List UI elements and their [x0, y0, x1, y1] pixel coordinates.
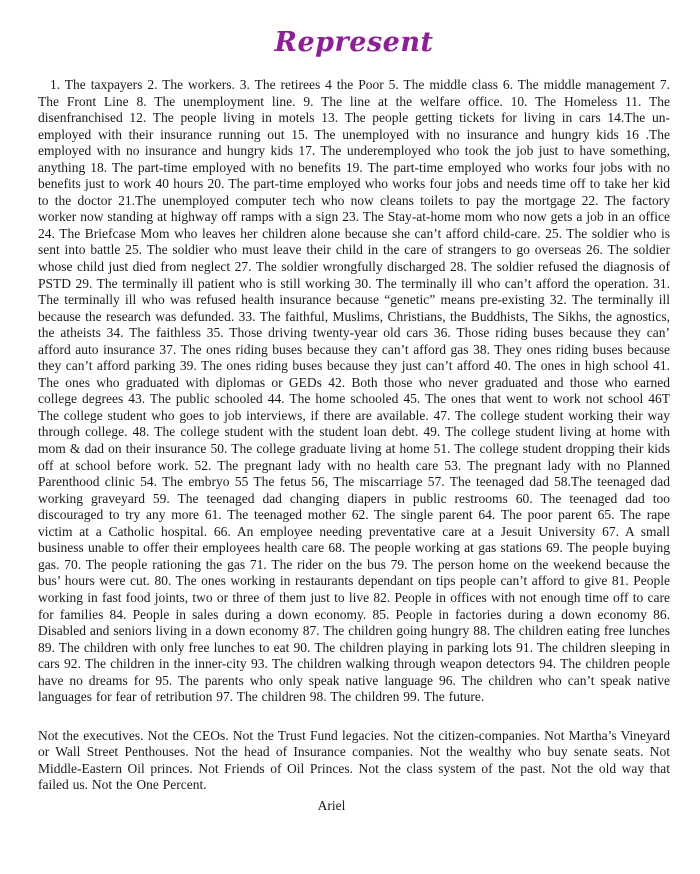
document-title: Represent: [274, 27, 434, 58]
represent-list-paragraph: 1. The taxpayers 2. The workers. 3. The retirees 4 the Poor 5. The middle class 6. The middle management 7. The Front Line 8. The unemployment line. 9. The line at the welfare office. 10. The Homeless 11. The disenfranchised 12. The people living in motels 13. The people getting tickets for living in cars 14.The un-employed with their insurance running out 15. The unemployed with no insurance and hungry kids 16 .The employed with no insurance and hungry kids 17. The underemployed who took the job just to have something, anything 18. The part-time employed with no benefits 19. The part-time employed who works four jobs with no benefits just to work 40 hours 20. The part-time employed who works four jobs and needs time off to take her kid to the doctor 21.The unemployed computer tech who now cleans toilets to pay the mortgage 22. The factory worker now standing at highway off ramps with a sign 23. The Stay-at-home mom who now gets a job in an office 24. The Briefcase Mom who leaves her children alone because she can’t afford child-care. 25. The soldier who is sent into battle 25. The soldier who must leave their child in the care of strangers to go overseas 26. The soldier whose child just died from neglect 27. The soldier wrongfully discharged 28. The soldier refused the diagnosis of PSTD 29. The terminally ill patient who is still working 30. The terminally ill who can’t afford the operation. 31. The terminally ill who was refused health insurance because “genetic” means pre-existing 32. The terminally ill because the research was defunded. 33. The faithful, Muslims, Christians, the Buddhists, The Sikhs, the agnostics, the atheists 34. The faithless 35. Those driving twenty-year old cars 36. Those riding buses because they can’ afford auto insurance 37. The ones riding buses because they can’t afford gas 38. They ones riding buses because they can’t afford parking 39. The ones riding buses because they just can’t afford 40. The ones in high school 41. The ones who graduated with diplomas or GEDs 42. Both those who never graduated and those who earned college degrees 43. The public schooled 44. The home schooled 45. The ones that went to work not school 46T The college student who goes to job interviews, if there are available. 47. The college student working their way through college. 48. The college student with the student loan debt. 49. The college student living at home with mom & dad on their insurance 50. The college graduate living at home 51. The college student dropping their kids off at school before work. 52. The pregnant lady with no health care 53. The pregnant lady with no Planned Parenthood clinic 54. The embryo 55 The fetus 56, The miscarriage 57. The teenaged dad 58.The teenaged dad working graveyard 59. The teenaged dad changing diapers in public restrooms 60. The teenaged dad too discouraged to try any more 61. The teenaged mother 62. The single parent 64. The poor parent 65. The rape victim at a Catholic hospital. 66. An employee needing preventative care at a Jesuit University 67. A small business unable to offer their employees health care 68. The people working at gas stations 69. The people buying gas. 70. The people rationing the gas 71. The rider on the bus 79. The person home on the weekend because the bus’ hours were cut. 80. The ones working in restaurants dependant on tips people can’t afford to give 81. People working in fast food joints, two or three of them just to live 82. People in offices with not enough time off to care for families 84. People in sales during a down economy. 85. People in factories during a down economy 86. Disabled and seniors living in a down economy 87. The children going hungry 88. The children eating free lunches 89. The children with only free lunches to eat 90. The children playing in parking lots 91. The children sleeping in cars 92. The children in the inner-city 93. The children walking through weapon detectors 94. The children people have no dreams for 95. The parents who only speak native language 96. The children who can’t speak native languages for fear of retribution 97. The children 98. The children 99. The future.: [38, 77, 670, 705]
signature-name: Ariel: [317, 797, 346, 813]
not-the-one-percent-paragraph: Not the executives. Not the CEOs. Not the Trust Fund legacies. Not the citizen-companies. Not Martha’s Vineyard or Wall Street Penthouses. Not the head of Insurance companies. Not the wealthy who buy senate seats. Not Middle-Eastern Oil princes. Not Friends of Oil Princes. Not the class system of the past. Not the old way that failed us. Not the One Percent.: [38, 727, 670, 793]
